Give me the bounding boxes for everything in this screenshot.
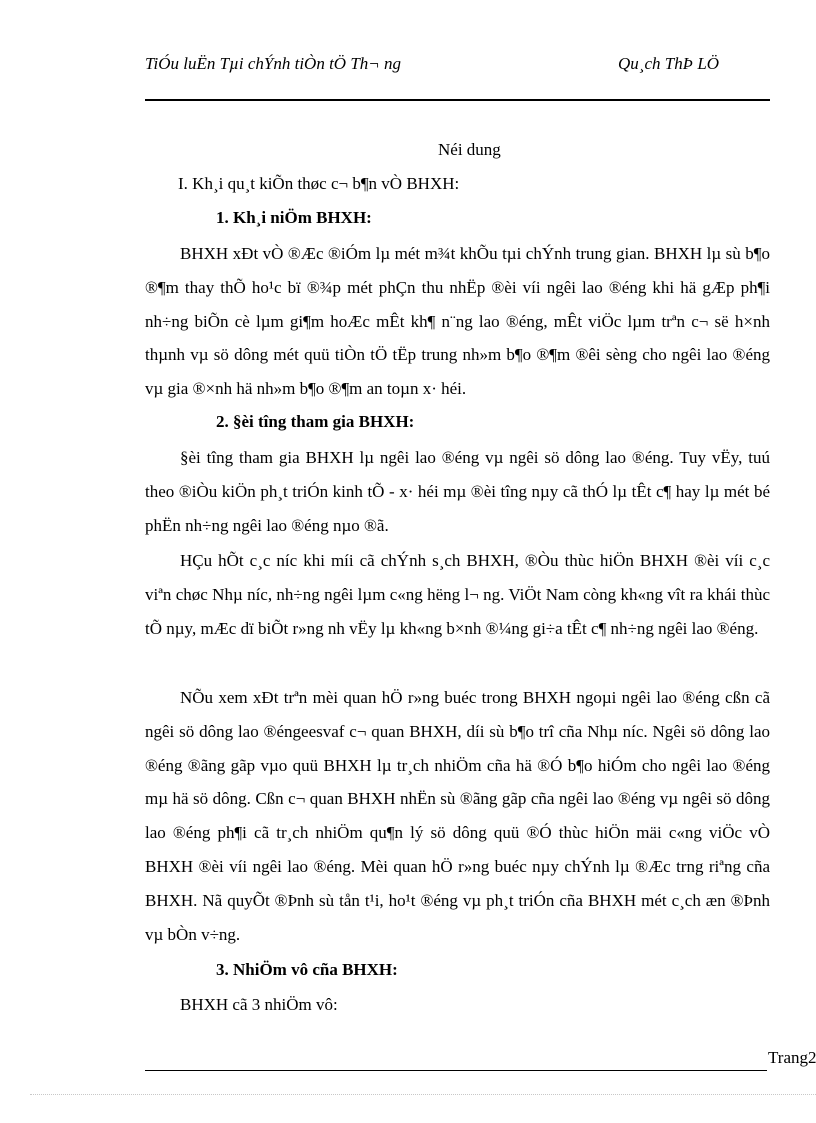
subheading-participants: 2. §èi tîng tham gia BHXH: [216,412,415,431]
header-document-title: TiÓu luËn Tµi chÝnh tiÒn tÖ Th¬ ng [145,54,401,73]
paragraph-duties-intro: BHXH cã 3 nhiÖm vô: [180,995,338,1014]
section-heading-1: I. Kh¸i qu¸t kiÕn thøc c¬ b¶n vÒ BHXH: [178,174,460,193]
subheading-concept: 1. Kh¸i niÖm BHXH: [216,208,372,227]
subheading-duties: 3. NhiÖm vô cña BHXH: [216,960,398,979]
content-title: Néi dung [438,140,501,159]
paragraph-relationships: NÕu xem xÐt trªn mèi quan hÖ r»ng buéc trong BHXH ngoµi ngêi lao ®éng cßn cã ngêi sö dông lao ®éngeesvaf c¬ quan BHXH, díi sù b¶o trî cña Nhµ níc. Ngêi sö dông lao ®éng ®ãng gãp vµo quü BHXH lµ tr¸ch nhiÖm cña hä ®Ó b¶o hiÓm cho ngêi lao ®éng mµ hä sö dông. Cßn c¬ quan BHXH nhËn sù ®ãng gãp cña ngêi lao ®éng vµ ngêi sö dông lao ®éng ph¶i cã tr¸ch nhiÖm qu¶n lý sö dông quü ®Ó thùc hiÖn mäi c«ng viÖc vÒ BHXH ®èi víi ngêi lao ®éng. Mèi quan hÖ r»ng buéc nµy chÝnh lµ ®Æc trng riªng cña BHXH. Nã quyÕt ®Þnh sù tån t¹i, ho¹t ®éng vµ ph¸t triÓn cña BHXH mét c¸ch æn ®Þnh vµ bÒn v÷ng. [145,688,770,944]
footer-divider [145,1070,767,1071]
header-author: Qu¸ch ThÞ LÖ [618,54,720,73]
footer-page-number: Trang2 [768,1048,816,1067]
paragraph-participants: §èi tîng tham gia BHXH lµ ngêi lao ®éng vµ ngêi sö dông lao ®éng. Tuy vËy, tuú theo ®iÒu kiÖn ph¸t triÓn kinh tÕ - x· héi mµ ®èi tîng nµy cã thÓ lµ tÊt c¶ hay lµ mét bé phËn nh÷ng ngêi lao ®éng nµo ®ã. [145,448,770,535]
page-bottom-dotted-line [30,1094,816,1095]
paragraph-concept: BHXH xÐt vÒ ®Æc ®iÓm lµ mét m¾t khÕu tµi chÝnh trung gian. BHXH lµ sù b¶o ®¶m thay thÕ ho¹c bï ®¾p mét phÇn thu nhËp ®èi víi ngêi lao ®éng khi hä gÆp ph¶i nh÷ng biÕn cè lµm gi¶m hoÆc mÊt kh¶ n¨ng lao ®éng, mÊt viÖc lµm trªn c¬ së h×nh thµnh vµ sö dông mét quü tiÒn tÖ tËp trung nh»m b¶o ®¶m ®êi sèng cho ngêi lao ®éng vµ gia ®×nh hä nh»m b¶o ®¶m an toµn x· héi. [145,244,770,399]
header-divider [145,99,770,101]
paragraph-civil-servants: HÇu hÕt c¸c níc khi míi cã chÝnh s¸ch BHXH, ®Òu thùc hiÖn BHXH ®èi víi c¸c viªn chøc Nhµ níc, nh÷ng ngêi lµm c«ng hëng l¬ ng. ViÖt Nam còng kh«ng vît ra khái thùc tÕ nµy, mÆc dï biÕt r»ng nh vËy lµ kh«ng b×nh ®¼ng gi÷a tÊt c¶ nh÷ng ngêi lao ®éng. [145,551,770,638]
